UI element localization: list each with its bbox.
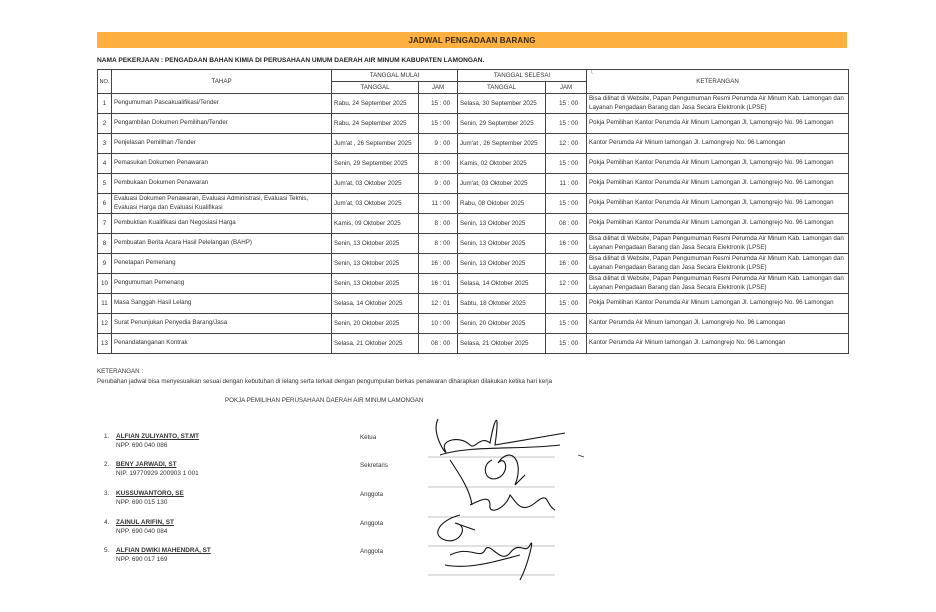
table-row [98,214,849,234]
row-end-time: 15 : 00 [546,114,587,134]
start-hour: 12 [431,300,438,307]
row-tahap: Pemasukan Dokumen Penawaran [112,154,332,174]
row-end-time: 15 : 00 [546,314,587,334]
table-row [98,194,849,214]
member-id: NPP. 690 040 086 [116,442,168,449]
stray-mark: \ [591,70,593,76]
header-tahap: TAHAP [112,70,332,94]
committee-member [104,490,184,506]
row-keterangan: Bisa dilihat di Website, Papan Pengumuman Resmi Perumda Air Minum Kab. Lamongan dan Layanan Pengadaan Barang dan Jasa Secara Elektronik (LPSE) [587,234,849,254]
table-row [98,174,849,194]
header-start-date: TANGGAL [332,82,419,94]
member-role: Sekretaris [360,462,388,469]
row-start-time: 8 : 00 [419,234,458,254]
end-minute: 00 [571,340,579,347]
table-row [98,254,849,274]
row-tahap: Surat Penunjukan Penyedia Barang/Jasa [112,314,332,334]
row-start-time: 12 : 01 [419,294,458,314]
row-start-date: Rabu, 24 September 2025 [332,114,419,134]
start-hour: 15 [431,120,438,127]
row-end-date: Senin, 13 Oktober 2025 [458,214,546,234]
row-end-date: Jum'at , 26 September 2025 [458,134,546,154]
table-row [98,134,849,154]
end-hour: 15 [559,300,566,307]
row-keterangan: Kantor Perumda Air Minum lamongan Jl. Lamongrejo No. 96 Lamongan [587,334,849,354]
start-minute: 01 [443,300,451,307]
member-number: 5. [104,547,110,554]
row-start-time: 9 : 00 [419,174,458,194]
row-start-date: Senin, 20 Oktober 2025 [332,314,419,334]
member-role: Ketua [360,434,377,441]
row-no: 11 [98,294,112,314]
row-start-date: Jum'at , 26 September 2025 [332,134,419,154]
table-header-row [98,70,849,82]
end-minute: 00 [571,220,579,227]
member-number: 2. [104,461,110,468]
start-hour: 9 [434,140,438,147]
start-minute: 00 [443,260,451,267]
notes-text: Perubahan jadwal bisa menyesuaikan sesuai dengan kebutuhan di lelang serta terkait dengan pengumpulan berkas penawaran diharapkan dilakukan ketika hari kerja [97,378,553,385]
row-keterangan: Pokja Pemilihan Kantor Perumda Air Minum Lamongan Jl. Lamongrejo No. 96 Lamongan [587,214,849,234]
notes-label: KETERANGAN : [97,368,144,375]
document-title: JADWAL PENGADAAN BARANG [408,35,536,45]
signature-4 [438,515,475,541]
row-keterangan: Bisa dilihat di Website, Papan Pengumuman Resmi Perumda Air Minum Kab. Lamongan dan Layanan Pengadaan Barang dan Jasa Secara Elektronik (LPSE) [587,94,849,114]
row-end-date: Rabu, 08 Oktober 2025 [458,194,546,214]
committee-member [104,461,199,477]
member-name: ALFIAN ZULIYANTO, ST.MT [116,433,200,440]
start-minute: 00 [443,200,451,207]
end-hour: 15 [559,200,566,207]
start-minute: 00 [443,140,451,147]
start-minute: 00 [443,240,451,247]
end-minute: 00 [571,140,579,147]
table-row [98,294,849,314]
end-hour: 15 [559,340,566,347]
member-role: Anggota [360,520,384,527]
end-minute: 00 [571,300,579,307]
signature-1 [436,419,565,452]
row-start-date: Senin, 13 Oktober 2025 [332,234,419,254]
end-minute: 00 [571,160,579,167]
row-end-time: 08 : 00 [546,214,587,234]
table-body [98,94,849,354]
row-no: 13 [98,334,112,354]
header-end-time: JAM [546,82,587,94]
end-minute: 00 [571,120,579,127]
row-end-date: Selasa, 14 Oktober 2025 [458,274,546,294]
row-tahap: Masa Sanggah Hasil Lelang [112,294,332,314]
member-name: ZAINUL ARIFIN, ST [116,519,174,526]
end-hour: 12 [559,280,566,287]
row-end-date: Senin, 13 Oktober 2025 [458,254,546,274]
start-minute: 00 [443,120,451,127]
header-keterangan-label: KETERANGAN [696,78,739,85]
end-hour: 11 [559,180,566,187]
row-end-time: 12 : 00 [546,274,587,294]
start-minute: 00 [443,100,451,107]
start-minute: 00 [443,180,451,187]
header-start-time: JAM [419,82,458,94]
end-hour: 15 [559,160,566,167]
row-keterangan: Pokja Pemilihan Kantor Perumda Air Minum Lamongan Jl. Lamongrejo No. 96 Lamongan [587,194,849,214]
row-no: 1 [98,94,112,114]
start-hour: 16 [431,280,438,287]
row-end-time: 15 : 00 [546,194,587,214]
member-role: Anggota [360,548,384,555]
start-minute: 01 [443,280,451,287]
member-number: 3. [104,490,110,497]
row-start-time: 9 : 00 [419,134,458,154]
end-hour: 08 [559,220,566,227]
row-tahap: Pengumuman Pascakualifikasi/Tender [112,94,332,114]
row-tahap: Penetapan Pemenang [112,254,332,274]
member-role: Anggota [360,491,384,498]
row-end-time: 15 : 00 [546,94,587,114]
signature-5 [450,543,532,580]
member-id: NPP. 690 040 084 [116,528,168,535]
row-end-date: Senin, 13 Oktober 2025 [458,234,546,254]
row-start-date: Kamis, 09 Oktober 2025 [332,214,419,234]
row-end-date: Senin, 20 Oktober 2025 [458,314,546,334]
end-minute: 00 [571,260,579,267]
start-hour: 8 [434,220,438,227]
row-keterangan: Kantor Perumda Air Minum lamongan Jl. Lamongrejo No. 96 Lamongan [587,134,849,154]
end-minute: 00 [571,320,579,327]
row-end-date: Kamis, 02 Oktober 2025 [458,154,546,174]
row-start-time: 08 : 00 [419,334,458,354]
row-tahap: Evaluasi Dokumen Penawaran, Evaluasi Administrasi, Evaluasi Teknis, Evaluasi Harga dan Evaluasi Kualifikasi [112,194,332,214]
row-keterangan: Pokja Pemilihan Kantor Perumda Air Minum Lamongan Jl. Lamongrejo No. 96 Lamongan [587,154,849,174]
row-end-time: 15 : 00 [546,154,587,174]
header-end-date: TANGGAL [458,82,546,94]
row-start-date: Jum'at, 03 Oktober 2025 [332,174,419,194]
end-hour: 15 [559,100,566,107]
row-end-date: Selasa, 30 September 2025 [458,94,546,114]
table-row [98,234,849,254]
end-hour: 15 [559,320,566,327]
row-end-time: 11 : 00 [546,174,587,194]
table-row [98,114,849,134]
signature-2 [485,455,525,485]
row-keterangan: Kantor Perumda Air Minum lamongan Jl. Lamongrejo No. 96 Lamongan [587,314,849,334]
start-hour: 9 [434,180,438,187]
header-keterangan [587,70,849,94]
header-no: NO. [98,70,112,94]
table-row [98,314,849,334]
member-number: 4. [104,519,110,526]
end-hour: 15 [559,120,566,127]
header-end: TANGGAL SELESAI [458,70,587,82]
row-start-time: 15 : 00 [419,94,458,114]
row-tahap: Pengambilan Dokumen Pemilihan/Tender [112,114,332,134]
end-minute: 00 [571,240,579,247]
row-no: 9 [98,254,112,274]
row-start-time: 15 : 00 [419,114,458,134]
table-row [98,94,849,114]
row-keterangan: Bisa dilihat di Website, Papan Pengumuman Resmi Perumda Air Minum Kab. Lamongan dan Layanan Pengadaan Barang dan Jasa Secara Elektronik (LPSE) [587,274,849,294]
row-no: 3 [98,134,112,154]
row-keterangan: Bisa dilihat di Website, Papan Pengumuman Resmi Perumda Air Minum Kab. Lamongan dan Layanan Pengadaan Barang dan Jasa Secara Elektronik (LPSE) [587,254,849,274]
title-bar [97,32,847,48]
row-no: 7 [98,214,112,234]
start-hour: 15 [431,100,438,107]
start-hour: 10 [431,320,438,327]
signatures [410,405,590,595]
committee-member [104,433,199,449]
row-no: 4 [98,154,112,174]
start-minute: 00 [443,340,451,347]
row-start-time: 10 : 00 [419,314,458,334]
row-tahap: Penandatanganan Kontrak [112,334,332,354]
notes-section [97,368,552,388]
end-minute: 00 [571,100,579,107]
committee-member [104,547,211,563]
start-hour: 08 [431,340,438,347]
row-start-time: 8 : 00 [419,154,458,174]
start-minute: 00 [443,160,451,167]
row-end-date: Senin, 29 September 2025 [458,114,546,134]
start-hour: 8 [434,240,438,247]
start-minute: 00 [443,220,451,227]
start-hour: 11 [431,200,438,207]
row-end-time: 15 : 00 [546,334,587,354]
row-start-date: Rabu, 24 September 2025 [332,94,419,114]
member-name: ALFIAN DWIKI MAHENDRA, ST [116,547,211,554]
row-start-date: Senin, 29 September 2025 [332,154,419,174]
committee-member [104,519,174,535]
row-start-date: Selasa, 21 Oktober 2025 [332,334,419,354]
member-name: KUSSUWANTORO, SE [116,490,184,497]
row-end-time: 12 : 00 [546,134,587,154]
row-no: 8 [98,234,112,254]
row-start-time: 16 : 00 [419,254,458,274]
row-end-date: Jum'at, 03 Oktober 2025 [458,174,546,194]
job-name: NAMA PEKERJAAN : PENGADAAN BAHAN KIMIA DI PERUSAHAAN UMUM DAERAH AIR MINUM KABUPATEN LAMONGAN. [97,57,485,64]
row-tahap: Pembuktian Kualifikasi dan Negosiasi Harga [112,214,332,234]
signature-3 [470,495,555,510]
row-start-time: 11 : 00 [419,194,458,214]
row-keterangan: Pokja Pemilihan Kantor Perumda Air Minum Lamongan Jl. Lamongrejo No. 96 Lamongan [587,294,849,314]
row-keterangan: Pokja Pemilihan Kantor Perumda Air Minum Lamongan Jl. Lamongrejo No. 96 Lamongan [587,174,849,194]
row-tahap: Pembuatan Berita Acara Hasil Pelelangan (BAHP) [112,234,332,254]
row-end-date: Selasa, 21 Oktober 2025 [458,334,546,354]
end-minute: 00 [571,180,579,187]
member-id: NPP. 690 015 130 [116,499,168,506]
end-minute: 00 [571,280,579,287]
committee-title: POKJA PEMILIHAN PERUSAHAAN DAERAH AIR MINUM LAMONGAN [225,397,424,404]
row-no: 2 [98,114,112,134]
row-end-date: Sabtu, 18 Oktober 2025 [458,294,546,314]
member-id: NPP. 690 017 169 [116,556,168,563]
end-minute: 00 [571,200,579,207]
start-hour: 8 [434,160,438,167]
row-start-time: 8 : 00 [419,214,458,234]
row-no: 12 [98,314,112,334]
schedule-table [97,69,849,354]
member-name: BENY JARWADI, ST [116,461,177,468]
row-start-date: Senin, 13 Oktober 2025 [332,254,419,274]
row-start-date: Selasa, 14 Oktober 2025 [332,294,419,314]
row-start-date: Jum'at, 03 Oktober 2025 [332,194,419,214]
row-tahap: Pembukaan Dokumen Penawaran [112,174,332,194]
row-start-time: 16 : 01 [419,274,458,294]
row-start-date: Senin, 13 Oktober 2025 [332,274,419,294]
header-start: TANGGAL MULAI [332,70,458,82]
table-row [98,274,849,294]
member-number: 1. [104,433,110,440]
start-hour: 16 [431,260,438,267]
row-end-time: 16 : 00 [546,254,587,274]
row-end-time: 16 : 00 [546,234,587,254]
row-tahap: Pengumuman Pemenang [112,274,332,294]
row-no: 6 [98,194,112,214]
end-hour: 12 [559,140,566,147]
end-hour: 16 [559,260,566,267]
row-tahap: Penjelasan Pemilihan /Tender [112,134,332,154]
table-row [98,334,849,354]
row-end-time: 15 : 00 [546,294,587,314]
start-minute: 00 [443,320,451,327]
table-row [98,154,849,174]
row-no: 5 [98,174,112,194]
row-keterangan: Pokja Pemilihan Kantor Perumda Air Minum Lamongan Jl. Lamongrejo No. 96 Lamongan [587,114,849,134]
end-hour: 16 [559,240,566,247]
member-id: NIP. 19770929 200903 1 001 [116,470,199,477]
row-no: 10 [98,274,112,294]
